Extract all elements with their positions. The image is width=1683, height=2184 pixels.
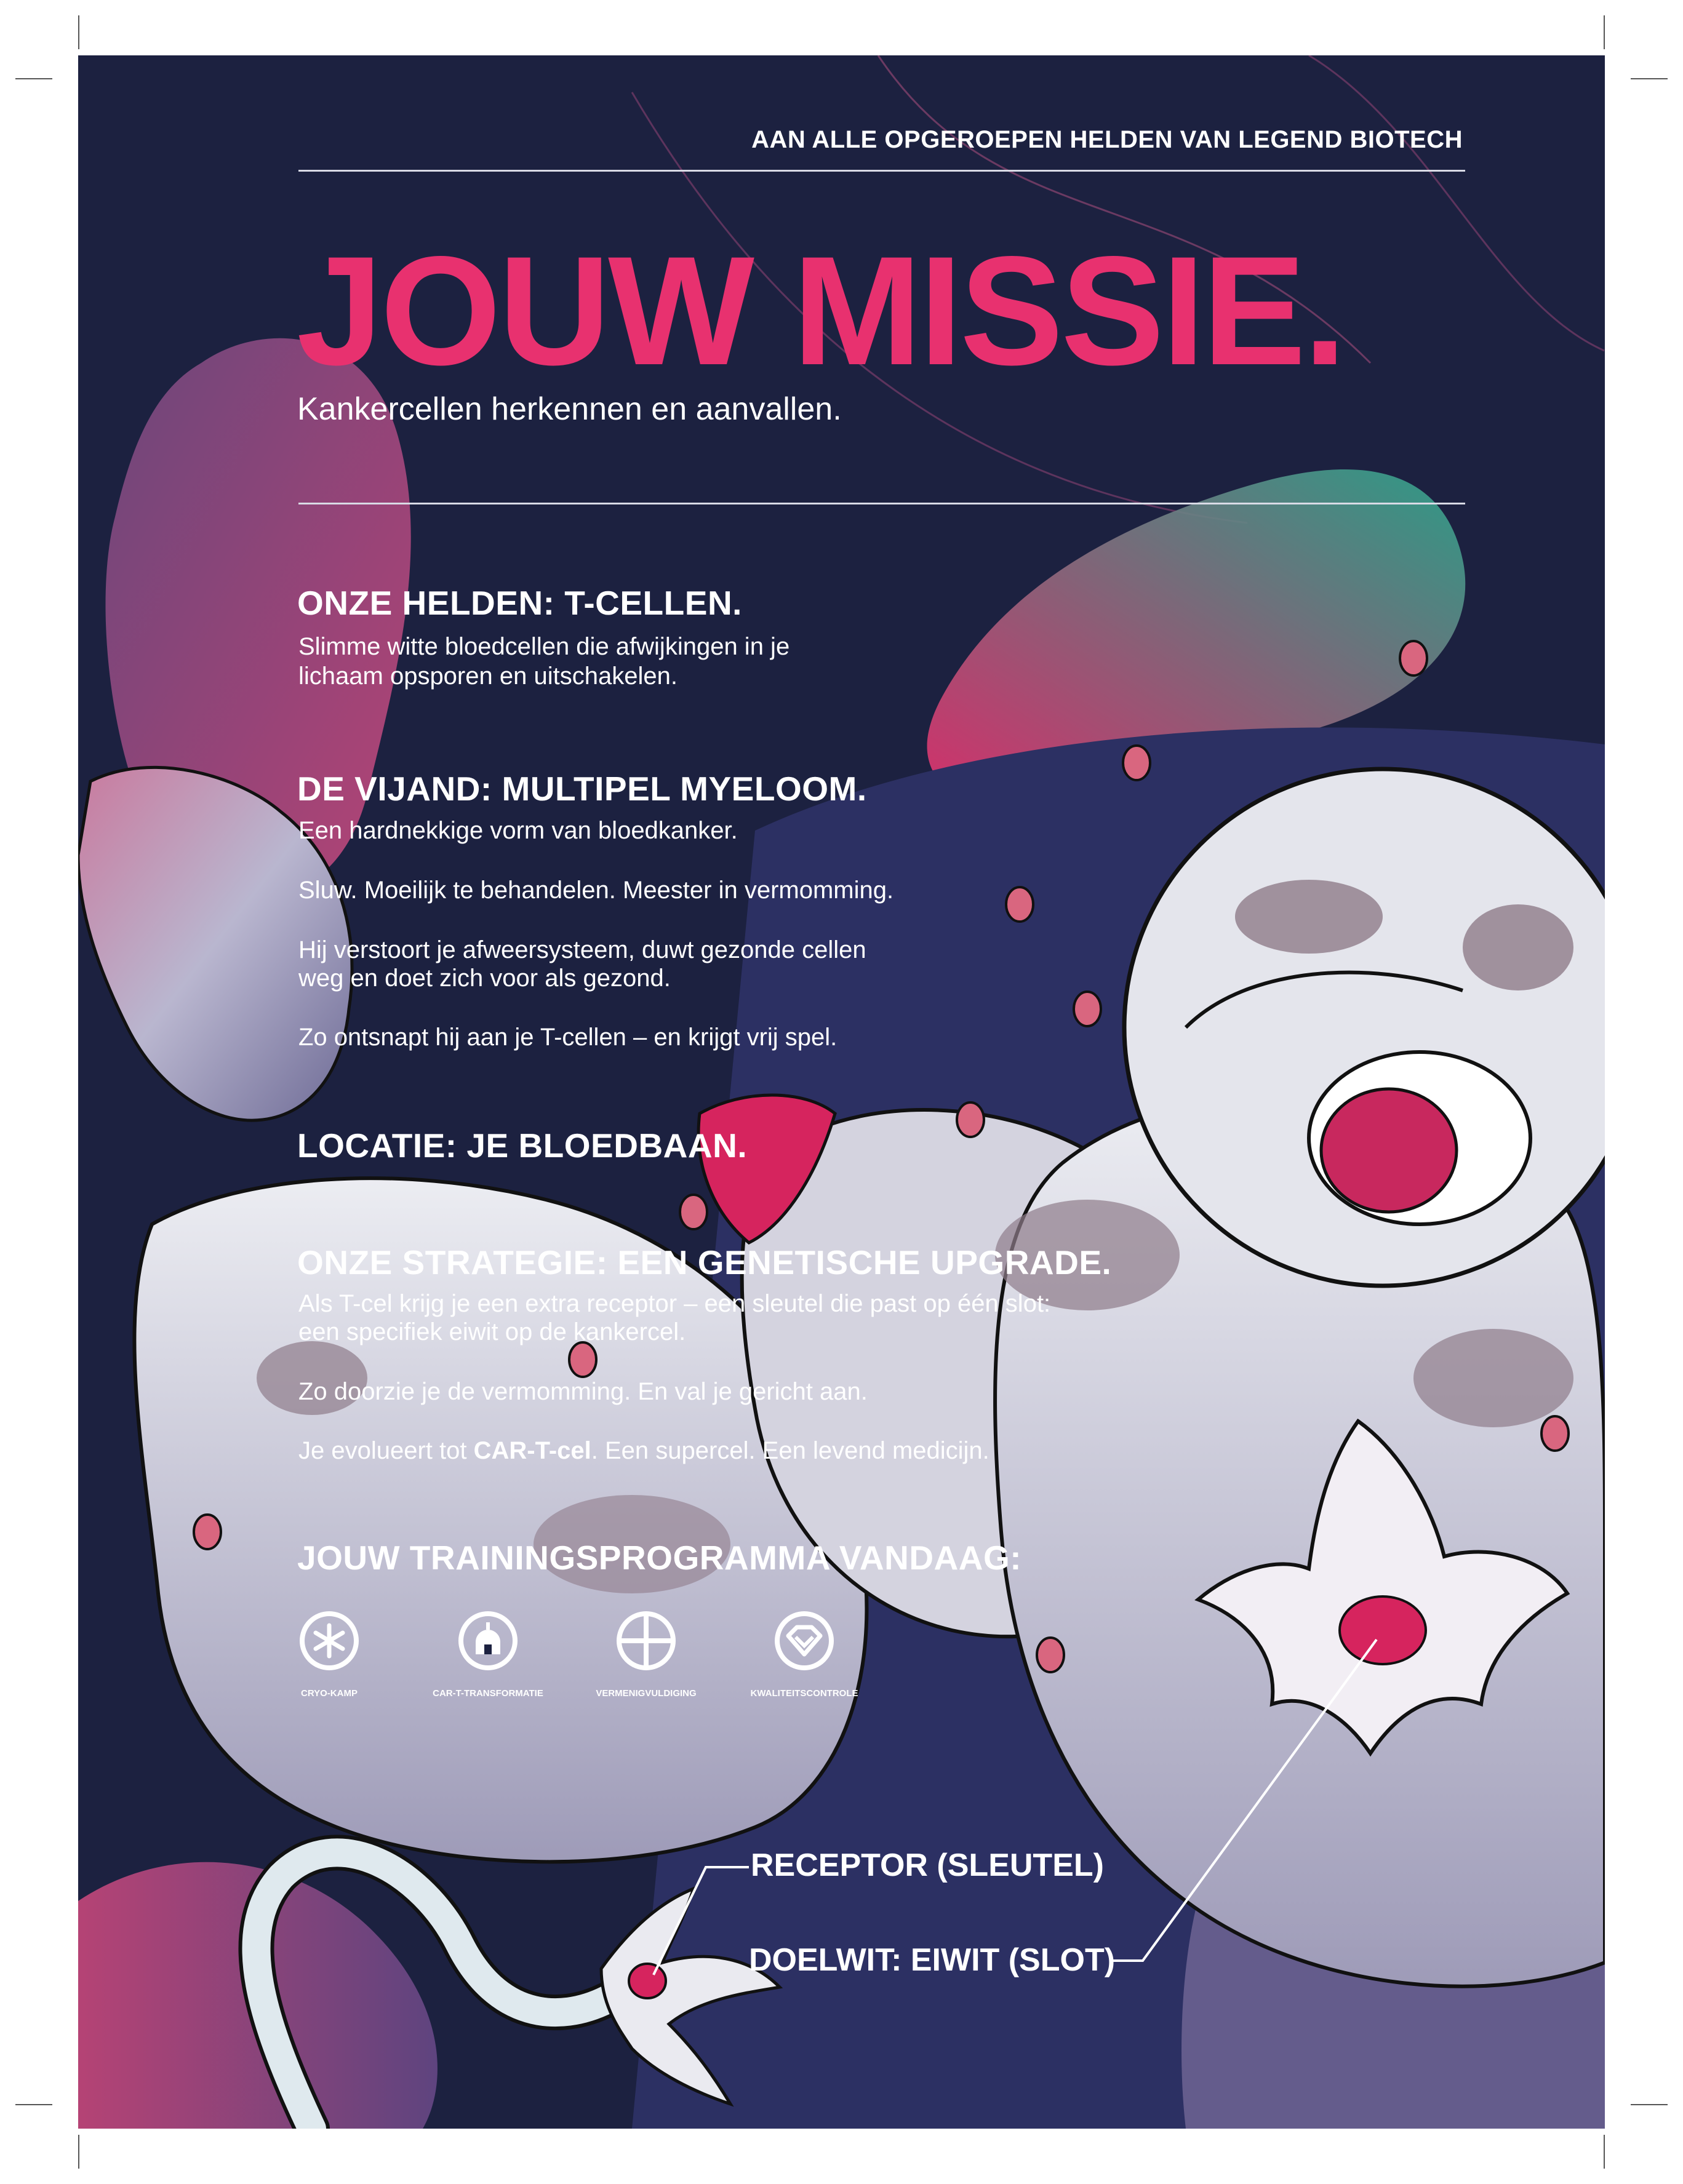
enemy-paragraph: weg en doet zich voor als gezond. xyxy=(298,965,671,992)
strategy-paragraph: Zo doorzie je de vermomming. En val je gericht aan. xyxy=(298,1378,868,1405)
snowflake-icon xyxy=(298,1610,360,1672)
diamond-check-icon xyxy=(774,1610,835,1672)
strategy-paragraph: Als T-cel krijg je een extra receptor – een sleutel die past op één slot: xyxy=(298,1290,1051,1317)
training-step-label: CRYO-KAMP xyxy=(301,1688,358,1699)
poster xyxy=(78,55,1605,2129)
strategy-paragraph: een specifiek eiwit op de kankercel. xyxy=(298,1318,686,1345)
enemy-paragraph: Een hardnekkige vorm van bloedkanker. xyxy=(298,817,738,844)
training-step-label: KWALITEITSCONTROLE xyxy=(750,1688,858,1699)
enemy-heading: DE VIJAND: MULTIPEL MYELOOM. xyxy=(297,770,867,808)
crop-mark xyxy=(15,78,52,79)
target-callout: DOELWIT: EIWIT (SLOT) xyxy=(749,1942,1116,1978)
crop-mark xyxy=(15,2104,52,2105)
divider xyxy=(298,170,1465,172)
page-title: JOUW MISSIE. xyxy=(297,225,1345,397)
divider xyxy=(298,503,1465,504)
training-step-label: CAR-T-TRANSFORMATIE xyxy=(433,1688,543,1699)
enemy-paragraph: Zo ontsnapt hij aan je T-cellen – en krijgt vrij spel. xyxy=(298,1024,838,1051)
kicker: AAN ALLE OPGEROEPEN HELDEN VAN LEGEND BIOTECH xyxy=(751,126,1463,153)
strategy-text: . Een supercel. Een levend medicijn. xyxy=(591,1437,989,1464)
crop-mark xyxy=(78,2135,79,2169)
receptor-callout: RECEPTOR (SLEUTEL) xyxy=(751,1847,1104,1883)
crop-mark xyxy=(1604,15,1605,49)
training-step-label: VERMENIGVULDIGING xyxy=(596,1688,697,1699)
car-t-term: CAR-T-cel xyxy=(473,1437,591,1464)
crop-mark xyxy=(1631,78,1668,79)
enemy-paragraph: Hij verstoort je afweersysteem, duwt gezonde cellen xyxy=(298,936,866,963)
crop-mark xyxy=(1631,2104,1668,2105)
heroes-line: lichaam opsporen en uitschakelen. xyxy=(298,663,678,690)
training-heading: JOUW TRAININGSPROGRAMMA VANDAAG: xyxy=(297,1539,1022,1577)
heroes-heading: ONZE HELDEN: T-CELLEN. xyxy=(297,584,742,622)
plus-icon xyxy=(615,1610,677,1672)
heroes-line: Slimme witte bloedcellen die afwijkingen in je xyxy=(298,633,790,660)
strategy-heading: ONZE STRATEGIE: EEN GENETISCHE UPGRADE. xyxy=(297,1243,1112,1281)
enemy-paragraph: Sluw. Moeilijk te behandelen. Meester in vermomming. xyxy=(298,877,894,904)
transform-icon xyxy=(457,1610,519,1672)
crop-mark xyxy=(1604,2135,1605,2169)
strategy-text: Je evolueert tot xyxy=(298,1437,474,1464)
crop-mark xyxy=(78,15,79,49)
strategy-paragraph xyxy=(298,1436,989,1465)
location-heading: LOCATIE: JE BLOEDBAAN. xyxy=(297,1126,748,1165)
page-subtitle: Kankercellen herkennen en aanvallen. xyxy=(297,391,842,427)
